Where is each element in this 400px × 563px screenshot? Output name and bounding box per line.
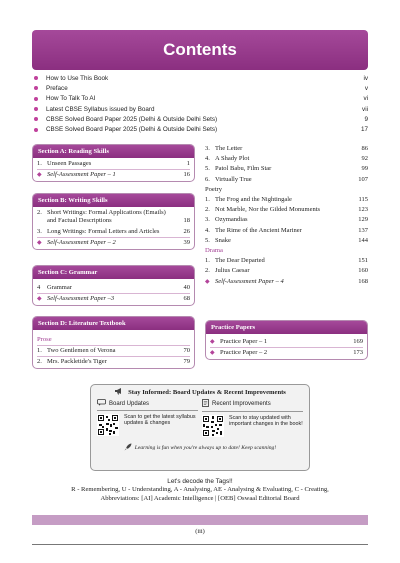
self-assessment-entry[interactable]: ◆ Self-Assessment Paper – 4 168	[205, 277, 368, 287]
divider	[37, 237, 190, 238]
footer-color-bar	[32, 515, 368, 525]
toc-entry[interactable]: 4. A Shady Plot 92	[205, 155, 368, 163]
divider	[37, 169, 190, 170]
toc-entry[interactable]: 3. The Letter 86	[205, 145, 368, 152]
poetry-label: Poetry	[205, 185, 222, 193]
rocket-icon	[124, 443, 132, 453]
page-number: (iii)	[195, 528, 205, 535]
section-d-box	[32, 316, 195, 369]
tags-title: Let's decode the Tags!!	[167, 478, 233, 485]
bullet-icon	[34, 76, 38, 80]
toc-entry[interactable]: 6. Virtually True 107	[205, 175, 368, 183]
section-b-title: Section B: Writing Skills	[33, 194, 194, 207]
board-updates-head: Board Updates	[97, 399, 198, 411]
prelim-item[interactable]: How To Talk To AI vi	[32, 94, 368, 104]
qr-code-icon[interactable]	[97, 414, 119, 436]
board-updates-desc: Scan to get the latest syllabus updates & changes	[124, 414, 196, 427]
section-a-box	[32, 144, 195, 182]
document-icon	[202, 399, 209, 409]
diamond-icon: ◆	[37, 240, 42, 246]
stay-footer: Learning is fun when you're always up to date! Keep scanning!	[91, 443, 309, 453]
bullet-icon	[34, 128, 38, 132]
prelim-item[interactable]: CBSE Solved Board Paper 2025 (Delhi & Outside Delhi Sets) 17	[32, 124, 368, 134]
divider	[37, 293, 190, 294]
footer-rule	[32, 544, 368, 545]
self-assessment-entry[interactable]: ◆ Self-Assessment Paper –3 68	[37, 295, 190, 302]
board-updates-col	[97, 399, 198, 437]
toc-entry[interactable]: 1. The Dear Departed 151	[205, 257, 368, 265]
section-a-title: Section A: Reading Skills	[33, 145, 194, 158]
prelim-item[interactable]: Preface v	[32, 83, 368, 93]
toc-entry[interactable]: 5. Patol Babu, Film Star 99	[205, 165, 368, 173]
prelim-item[interactable]: CBSE Solved Board Paper 2025 (Delhi & Outside Delhi Sets) 9	[32, 114, 368, 124]
contents-header	[32, 30, 368, 70]
qr-code-icon[interactable]	[202, 415, 224, 437]
bullet-icon	[34, 97, 38, 101]
divider	[37, 356, 190, 357]
toc-entry[interactable]: 1. Unseen Passages 1	[37, 160, 190, 167]
self-assessment-entry[interactable]: ◆ Self-Assessment Paper – 2 39	[37, 239, 190, 246]
bullet-icon	[34, 86, 38, 90]
section-d-title: Section D: Literature Textbook	[33, 317, 194, 330]
contents-title: Contents	[163, 40, 237, 59]
tags-legend	[32, 477, 368, 503]
toc-entry[interactable]: 5. Snake 144	[205, 236, 368, 244]
toc-entry[interactable]: 4. The Rime of the Ancient Mariner 137	[205, 226, 368, 234]
tags-line-2: Abbreviations: [AI] Academic Intelligence | [OEB] Oswaal Editorial Board	[100, 494, 300, 502]
toc-entry[interactable]: 1. Two Gentlemen of Verona 70	[37, 347, 190, 354]
recent-improvements-head: Recent Improvements	[202, 399, 303, 412]
megaphone-icon	[114, 387, 124, 397]
section-b-box	[32, 193, 195, 250]
recent-improvements-desc: Scan to stay updated with important changes in the book!	[229, 415, 303, 428]
diamond-icon: ◆	[37, 172, 42, 178]
prelim-item[interactable]: How to Use This Book iv	[32, 73, 368, 83]
toc-entry[interactable]: 2. Mrs. Packletide's Tiger 79	[37, 358, 190, 365]
stay-informed-box	[90, 384, 310, 471]
divider	[37, 345, 190, 346]
tags-line-1: R - Remembering, U - Understanding, A - Analysing, AE - Analysing & Evaluating, C - Creating,	[71, 486, 329, 493]
section-c-box	[32, 265, 195, 306]
toc-entry[interactable]: 2. Short Writings: Formal Applications (Emails) and Factual Descriptions 18	[37, 209, 190, 224]
self-assessment-entry[interactable]: ◆ Self-Assessment Paper – 1 16	[37, 171, 190, 178]
toc-entry[interactable]: 4 Grammar 40	[37, 284, 190, 291]
toc-entry[interactable]: 3. Long Writings: Formal Letters and Articles 26	[37, 228, 190, 235]
practice-papers-title: Practice Papers	[206, 321, 367, 334]
bullet-icon	[34, 107, 38, 111]
right-column	[205, 144, 368, 287]
toc-entry[interactable]: 1. The Frog and the Nightingale 115	[205, 196, 368, 204]
chat-icon	[97, 399, 106, 408]
practice-papers-box	[205, 320, 368, 360]
diamond-icon: ◆	[205, 278, 210, 285]
divider	[210, 347, 363, 348]
practice-entry[interactable]: ◆ Practice Paper – 2 173	[210, 349, 363, 356]
stay-title: Stay Informed: Board Updates & Recent Improvements	[91, 385, 309, 399]
recent-improvements-col	[202, 399, 303, 437]
diamond-icon: ◆	[37, 296, 42, 302]
toc-entry[interactable]: 2. Julius Caesar 160	[205, 267, 368, 275]
prose-label: Prose	[37, 336, 52, 343]
toc-entry[interactable]: 2. Not Marble, Nor the Gilded Monuments 123	[205, 206, 368, 214]
practice-entry[interactable]: ◆ Practice Paper – 1 169	[210, 338, 363, 345]
diamond-icon: ◆	[210, 350, 215, 356]
section-c-title: Section C: Grammar	[33, 266, 194, 279]
prelim-list	[32, 73, 368, 135]
drama-label: Drama	[205, 247, 223, 255]
bullet-icon	[34, 117, 38, 121]
diamond-icon: ◆	[210, 339, 215, 345]
toc-entry[interactable]: 3. Ozymandias 129	[205, 216, 368, 224]
prelim-item[interactable]: Latest CBSE Syllabus issued by Board vii	[32, 104, 368, 114]
